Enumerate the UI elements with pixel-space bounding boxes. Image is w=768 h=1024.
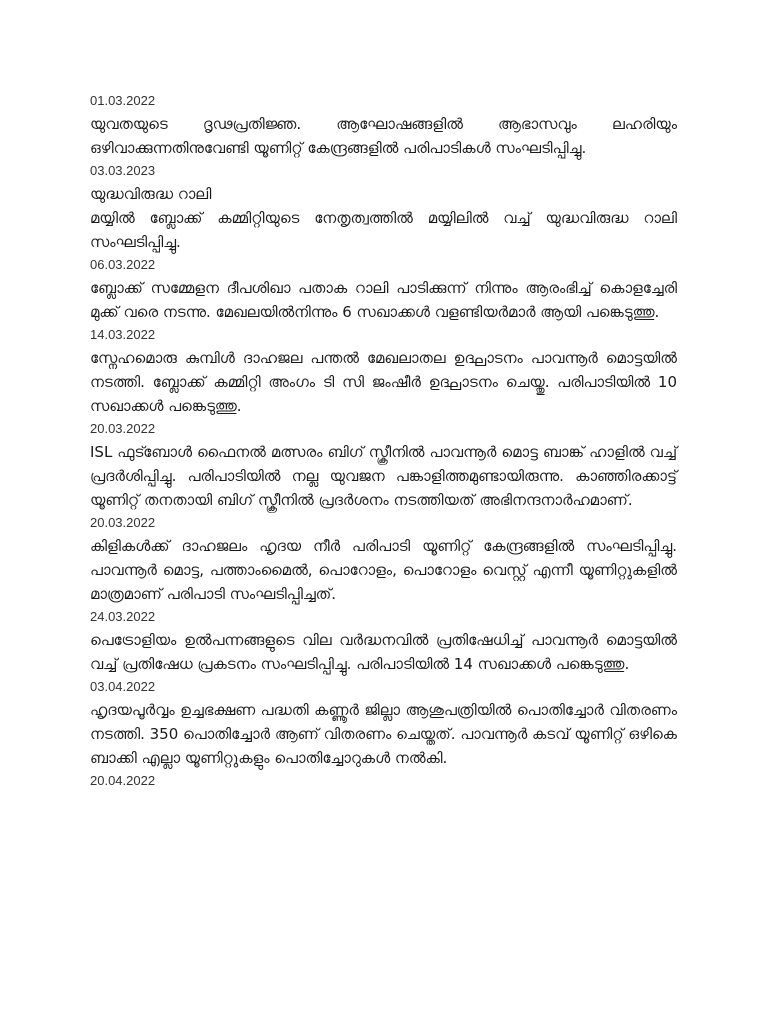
entry-title: യുദ്ധവിരുദ്ധ റാലി	[90, 185, 212, 203]
entry-date: 03.04.2022	[90, 679, 156, 694]
entry-date: 24.03.2022	[90, 609, 156, 624]
entry	[90, 606, 677, 676]
entry-body: യുവതയുടെ ദൃഢപ്രതിജ്ഞ. ആഘോഷങ്ങളിൽ ആഭാസവും ലഹരിയും ഒഴിവാക്കുന്നതിനുവേണ്ടി യൂണിറ്റ് കേന്ദ്രങ്ങളിൽ പരിപാടികൾ സംഘടിപ്പിച്ചു.	[90, 115, 677, 157]
entry-date: 03.03.2023	[90, 163, 156, 178]
entry-date: 20.04.2022	[90, 773, 156, 788]
entry-date: 01.03.2022	[90, 93, 156, 108]
entry-body: കിളികൾക്ക് ദാഹജലം ഹൃദയ നീർ പരിപാടി യൂണിറ്റ് കേന്ദ്രങ്ങളിൽ സംഘടിപ്പിച്ചു. പാവന്നൂർ മൊട്ട, പത്താംമൈൽ, പൊറോളം, പൊറോളം വെസ്റ്റ് എന്നീ യൂണിറ്റുകളിൽ മാത്രമാണ് പരിപാടി സംഘടിപ്പിച്ചത്.	[90, 537, 677, 603]
entry	[90, 160, 677, 254]
entry	[90, 90, 677, 160]
entry-date: 20.03.2022	[90, 421, 156, 436]
entry-body: സ്നേഹമൊരു കുമ്പിൾ ദാഹജല പന്തൽ മേഖലാതല ഉദ്ഘാടനം പാവന്നൂർ മൊട്ടയിൽ നടത്തി. ബ്ലോക്ക് കമ്മിറ്റി അംഗം ടി സി ജംഷീർ ഉദ്ഘാടനം ചെയ്തു. പരിപാടിയിൽ 10 സഖാക്കൾ പങ്കെടുത്തു.	[90, 349, 677, 415]
entry-date: 20.03.2022	[90, 515, 156, 530]
entry-body: ബ്ലോക്ക് സമ്മേളന ദീപശിഖാ പതാക റാലി പാടിക്കുന്ന് നിന്നും ആരംഭിച്ച് കൊളച്ചേരി മുക്ക് വരെ നടന്നു. മേഖലയിൽനിന്നും 6 സഖാക്കൾ വളണ്ടിയർമാർ ആയി പങ്കെടുത്തു.	[90, 279, 677, 321]
entry	[90, 676, 677, 770]
entry	[90, 418, 677, 512]
document-page	[90, 90, 677, 792]
entry-date: 06.03.2022	[90, 257, 156, 272]
entry	[90, 770, 677, 792]
entry	[90, 254, 677, 324]
entry-date: 14.03.2022	[90, 327, 156, 342]
entry-body: ISL ഫുട്ബോൾ ഫൈനൽ മത്സരം ബിഗ് സ്ക്രീനിൽ പാവന്നൂർ മൊട്ട ബാങ്ക് ഹാളിൽ വച്ച് പ്രദർശിപ്പിച്ചു. പരിപാടിയിൽ നല്ല യുവജന പങ്കാളിത്തമുണ്ടായിരുന്നു. കാഞ്ഞിരക്കാട്ട് യൂണിറ്റ് തനതായി ബിഗ് സ്ക്രീനിൽ പ്രദർശനം നടത്തിയത് അഭിനന്ദനാർഹമാണ്.	[90, 443, 677, 509]
entry	[90, 324, 677, 418]
entry-body: ഹൃദയപൂർവ്വം ഉച്ചഭക്ഷണ പദ്ധതി കണ്ണൂർ ജില്ലാ ആശുപത്രിയിൽ പൊതിച്ചോർ വിതരണം നടത്തി. 350 പൊതിച്ചോർ ആണ് വിതരണം ചെയ്തത്. പാവന്നൂർ കടവ് യൂണിറ്റ് ഒഴികെ ബാക്കി എല്ലാ യൂണിറ്റുകളും പൊതിച്ചോറുകൾ നൽകി.	[90, 701, 677, 767]
entry-body: പെട്രോളിയം ഉൽപന്നങ്ങളുടെ വില വർദ്ധനവിൽ പ്രതിഷേധിച്ച് പാവന്നൂർ മൊട്ടയിൽ വച്ച് പ്രതിഷേധ പ്രകടനം സംഘടിപ്പിച്ചു. പരിപാടിയിൽ 14 സഖാക്കൾ പങ്കെടുത്തു.	[90, 631, 677, 673]
entry-body: മയ്യിൽ ബ്ലോക്ക് കമ്മിറ്റിയുടെ നേതൃത്വത്തിൽ മയ്യിലിൽ വച്ച് യുദ്ധവിരുദ്ധ റാലി സംഘടിപ്പിച്ചു.	[90, 209, 677, 251]
entry	[90, 512, 677, 606]
